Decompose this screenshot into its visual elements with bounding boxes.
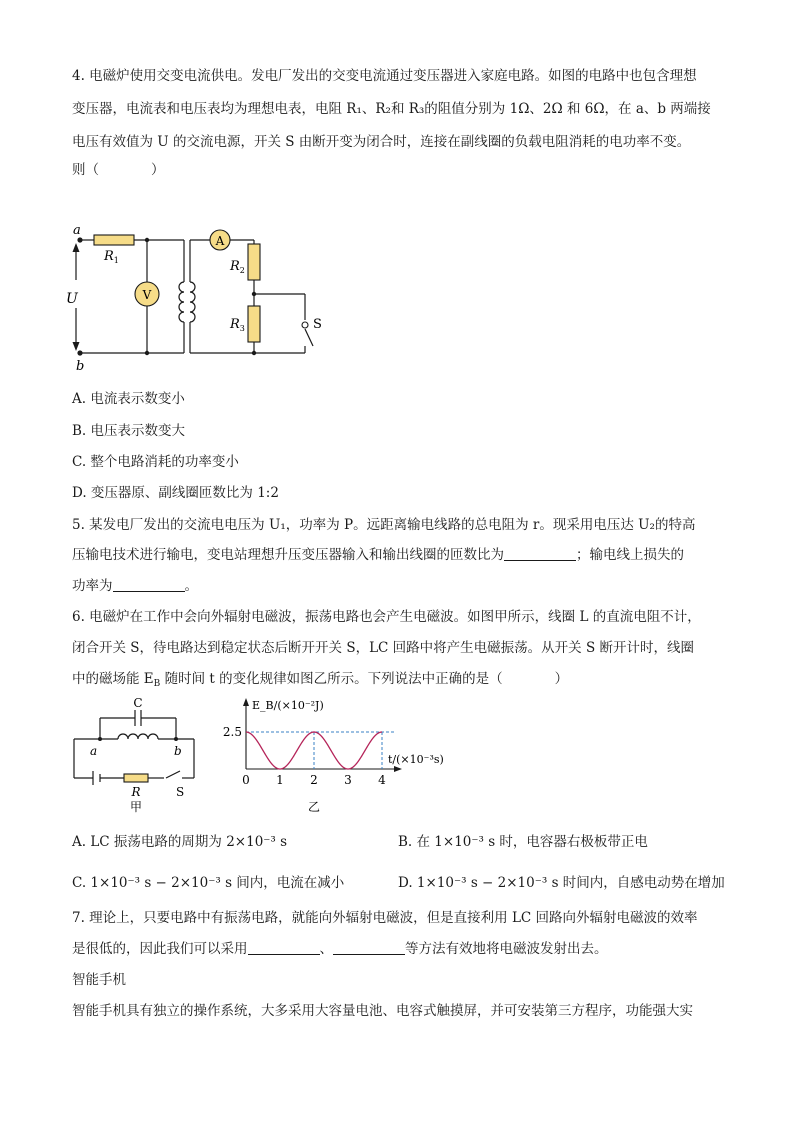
primary-coil	[179, 282, 184, 322]
label-u: U	[66, 291, 78, 307]
q4-option-b[interactable]: B. 电压表示数变大	[72, 423, 186, 439]
q4-option-d[interactable]: D. 变压器原、副线圈匝数比为 1:2	[72, 485, 279, 501]
q7-line2	[72, 939, 608, 959]
q5-line2-text: 压输电技术进行输电，变电站理想升压变压器输入和输出线圈的匝数比为	[72, 547, 504, 563]
label-a: a	[73, 223, 81, 238]
secondary-coil	[190, 282, 195, 322]
q4-paren-open: 则（	[72, 162, 99, 178]
caption-jia: 甲	[129, 800, 143, 814]
q4-option-c[interactable]: C. 整个电路消耗的功率变小	[72, 454, 239, 470]
u-arrow-up	[73, 243, 80, 252]
q6-line3-mid: 随时间 t 的变化规律如图乙所示。下列说法中正确的是（	[160, 671, 503, 687]
label-r1: $R_1$	[104, 249, 119, 265]
label-c: C	[133, 697, 143, 710]
lc-circuit-diagram	[64, 697, 204, 827]
junction-dot	[252, 351, 256, 355]
y-tick-label: 2.5	[222, 725, 242, 739]
junction-dot	[145, 238, 149, 242]
caption-yi: 乙	[307, 800, 321, 814]
q6-line1: 6. 电磁炉在工作中会向外辐射电磁波，振荡电路也会产生电磁波。如图甲所示，线圈 L 的直流电阻不计，	[72, 609, 701, 625]
junction-dot	[252, 292, 256, 296]
terminal-b	[77, 350, 82, 355]
label-s: S	[313, 317, 322, 332]
q5-line1: 5. 某发电厂发出的交流电电压为 U₁，功率为 P。远距离输电线路的总电阻为 r。现采用电压达 U₂的特高	[72, 517, 696, 533]
section-title: 智能手机	[72, 972, 126, 988]
label-r2: $R_2$	[230, 259, 245, 275]
q7-separator: 、	[319, 941, 333, 957]
u-arrow-down	[73, 342, 80, 351]
q7-blank-2[interactable]	[333, 940, 405, 955]
label-a: a	[90, 744, 98, 758]
q4-line3: 电压有效值为 U 的交流电源，开关 S 由断开变为闭合时，连接在副线圈的负载电阻消耗的电功率不变。	[72, 134, 691, 150]
section-line1: 智能手机具有独立的操作系统，大多采用大容量电池、电容式触摸屏，并可安装第三方程序，功能强大实	[72, 1003, 693, 1019]
q7-line2-tail: 等方法有效地将电磁波发射出去。	[405, 941, 608, 957]
transformer-circuit-diagram	[64, 222, 344, 372]
terminal-a	[77, 237, 82, 242]
q4-line1: 4. 电磁炉使用交变电流供电。发电厂发出的交变电流通过变压器进入家庭电路。如图的电路中也包含理想	[72, 68, 697, 84]
q6-line3	[72, 669, 568, 694]
q5-line2	[72, 545, 684, 565]
q5-line3-tail: 。	[184, 578, 198, 594]
x-tick-label: 0	[242, 773, 250, 787]
energy-time-chart	[222, 697, 452, 827]
resistor-r1	[94, 235, 134, 245]
q6-option-a[interactable]: A. LC 振荡电路的周期为 2×10⁻³ s	[72, 834, 288, 850]
q6-line2: 闭合开关 S，待电路达到稳定状态后断开开关 S，LC 回路中将产生电磁振荡。从开关 S 断开计时，线圈	[72, 640, 694, 656]
q5-blank-power[interactable]	[113, 577, 185, 592]
x-tick-label: 2	[310, 773, 318, 787]
q7-line2-text: 是很低的，因此我们可以采用	[72, 941, 248, 957]
resistor-r	[124, 774, 148, 782]
q6-option-c[interactable]: C. 1×10⁻³ s − 2×10⁻³ s 间内，电流在减小	[72, 875, 345, 891]
label-s: S	[176, 785, 185, 799]
x-tick-label: 3	[344, 773, 352, 787]
junction-dot	[145, 351, 149, 355]
resistor-r3	[248, 306, 260, 342]
q4-paren-close: ）	[151, 162, 165, 178]
label-r3: $R_3$	[230, 317, 245, 333]
junction-dot	[174, 737, 178, 741]
q5-line3-text: 功率为	[72, 578, 113, 594]
label-r: R	[131, 785, 141, 799]
q6-option-d[interactable]: D. 1×10⁻³ s − 2×10⁻³ s 时间内，自感电动势在增加	[398, 875, 725, 891]
q5-line3	[72, 576, 198, 596]
q4-option-a[interactable]: A. 电流表示数变小	[72, 391, 185, 407]
x-tick-label: 1	[276, 773, 284, 787]
label-b: b	[76, 359, 85, 372]
ammeter-label: A	[215, 234, 225, 248]
label-b: b	[174, 744, 182, 758]
q6-option-b[interactable]: B. 在 1×10⁻³ s 时，电容器右极板带正电	[398, 834, 648, 850]
chart-xlabel: t/(×10⁻³s)	[388, 753, 444, 766]
y-axis-arrow	[243, 698, 249, 706]
q6-line3-text: 中的磁场能 E	[72, 671, 154, 687]
chart-ylabel: E_B/(×10⁻²J)	[252, 699, 324, 712]
q5-blank-ratio[interactable]	[504, 546, 576, 561]
voltmeter-label: V	[142, 288, 152, 302]
q4-line2: 变压器，电流表和电压表均为理想电表，电阻 R₁、R₂和 R₃的阻值分别为 1Ω、2Ω 和 6Ω，在 a、b 两端接	[72, 101, 711, 117]
resistor-r2	[248, 244, 260, 280]
q6-paren-close: ）	[554, 671, 569, 687]
switch-pivot	[302, 322, 308, 328]
x-axis-arrow	[394, 766, 402, 772]
q7-blank-1[interactable]	[248, 940, 320, 955]
x-tick-label: 4	[378, 773, 386, 787]
inductor-coil	[118, 734, 158, 739]
q4-line4	[72, 160, 165, 180]
junction-dot	[98, 737, 102, 741]
q7-line1: 7. 理论上，只要电路中有振荡电路，就能向外辐射电磁波，但是直接利用 LC 回路向外辐射电磁波的效率	[72, 910, 698, 926]
q6-line3-sub: B	[153, 679, 161, 689]
q5-line2-tail: ；输电线上损失的	[576, 547, 684, 563]
